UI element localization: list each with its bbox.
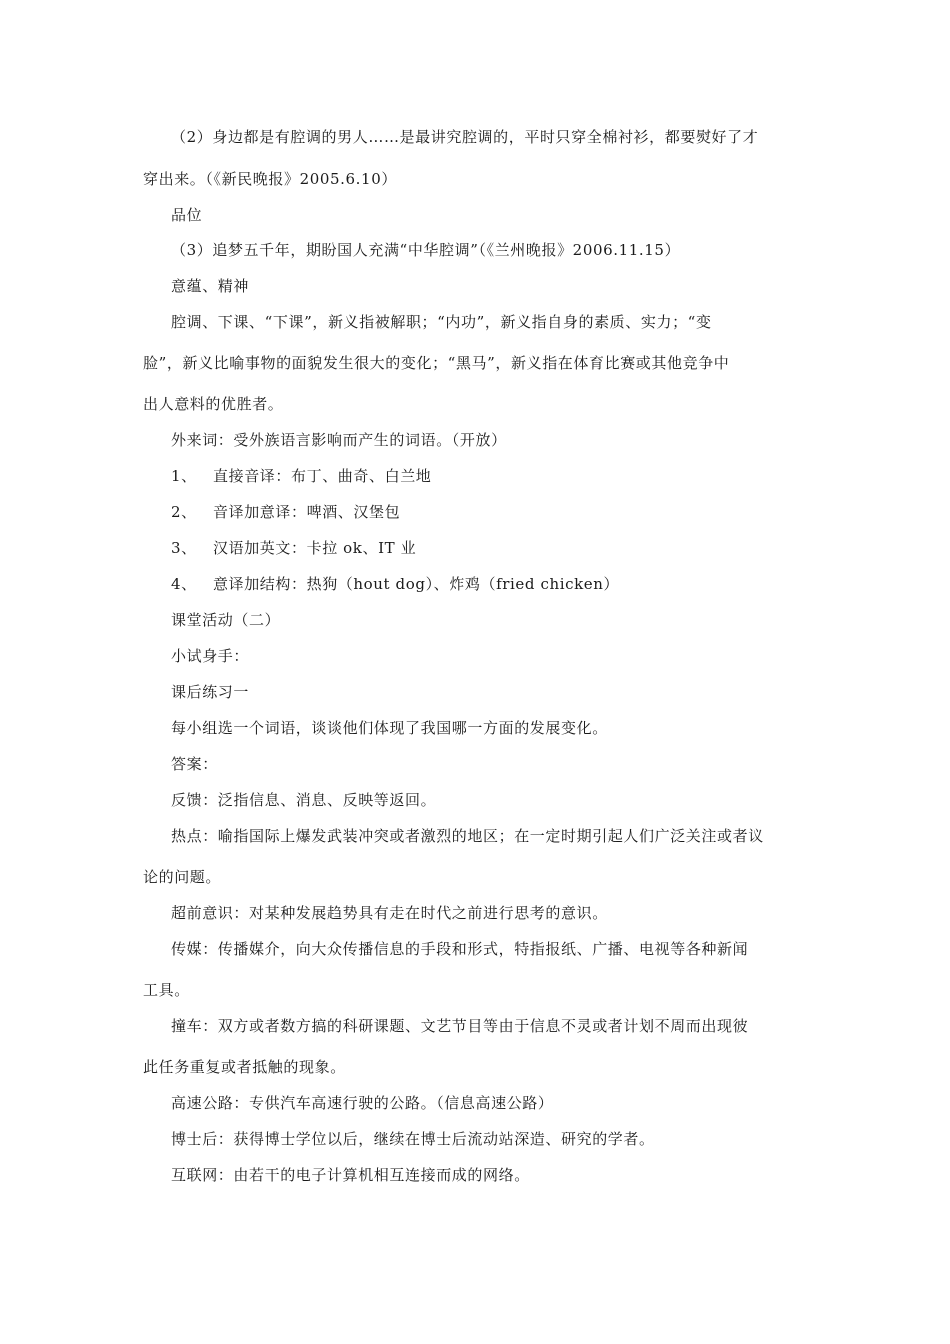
text-line: 出人意料的优胜者。 — [143, 395, 284, 413]
text-line: 意蕴、精神 — [171, 277, 250, 295]
list-item — [171, 538, 416, 558]
text-line: 博士后：获得博士学位以后，继续在博士后流动站深造、研究的学者。 — [171, 1130, 655, 1148]
list-number: 2、 — [171, 503, 197, 521]
text-line: 互联网：由若干的电子计算机相互连接而成的网络。 — [171, 1166, 530, 1184]
text-line: 穿出来。（《新民晚报》2005.6.10） — [143, 170, 397, 188]
list-text: 直接音译：布丁、曲奇、白兰地 — [213, 467, 432, 485]
text-line: 工具。 — [143, 981, 190, 999]
text-line: 每小组选一个词语，谈谈他们体现了我国哪一方面的发展变化。 — [171, 719, 608, 737]
text-line: 反馈：泛指信息、消息、反映等返回。 — [171, 791, 437, 809]
text-line: 此任务重复或者抵触的现象。 — [143, 1058, 346, 1076]
list-number: 1、 — [171, 467, 197, 485]
text-line: （2）身边都是有腔调的男人……是最讲究腔调的，平时只穿全棉衬衫，都要熨好了才 — [171, 128, 759, 146]
section-heading: 课后练习一 — [171, 683, 250, 701]
text-line: 腔调、下课、“下课”，新义指被解职；“内功”，新义指自身的素质、实力；“变 — [171, 313, 712, 331]
list-item — [171, 502, 400, 522]
section-heading: 课堂活动（二） — [171, 611, 281, 629]
text-line: 论的问题。 — [143, 868, 222, 886]
list-item — [171, 574, 619, 594]
text-line: 传媒：传播媒介，向大众传播信息的手段和形式，特指报纸、广播、电视等各种新闻 — [171, 940, 749, 958]
text-line: （3）追梦五千年，期盼国人充满“中华腔调”（《兰州晚报》2006.11.15） — [171, 241, 681, 259]
list-text: 音译加意译：啤酒、汉堡包 — [213, 503, 401, 521]
text-line: 品位 — [171, 206, 203, 224]
list-number: 4、 — [171, 575, 197, 593]
list-number: 3、 — [171, 539, 197, 557]
text-line: 小试身手： — [171, 647, 250, 665]
text-line: 答案： — [171, 755, 218, 773]
list-item — [171, 466, 431, 486]
text-line: 高速公路：专供汽车高速行驶的公路。（信息高速公路） — [171, 1094, 554, 1112]
list-text: 汉语加英文：卡拉 ok、IT 业 — [213, 539, 417, 557]
text-line: 热点：喻指国际上爆发武装冲突或者激烈的地区；在一定时期引起人们广泛关注或者议 — [171, 827, 764, 845]
text-line: 外来词：受外族语言影响而产生的词语。（开放） — [171, 431, 507, 449]
text-line: 脸”，新义比喻事物的面貌发生很大的变化；“黑马”，新义指在体育比赛或其他竞争中 — [143, 354, 730, 372]
text-line: 超前意识：对某种发展趋势具有走在时代之前进行思考的意识。 — [171, 904, 608, 922]
text-line: 撞车：双方或者数方搞的科研课题、文艺节目等由于信息不灵或者计划不周而出现彼 — [171, 1017, 749, 1035]
list-text: 意译加结构：热狗（hout dog）、炸鸡（fried chicken） — [213, 575, 620, 593]
